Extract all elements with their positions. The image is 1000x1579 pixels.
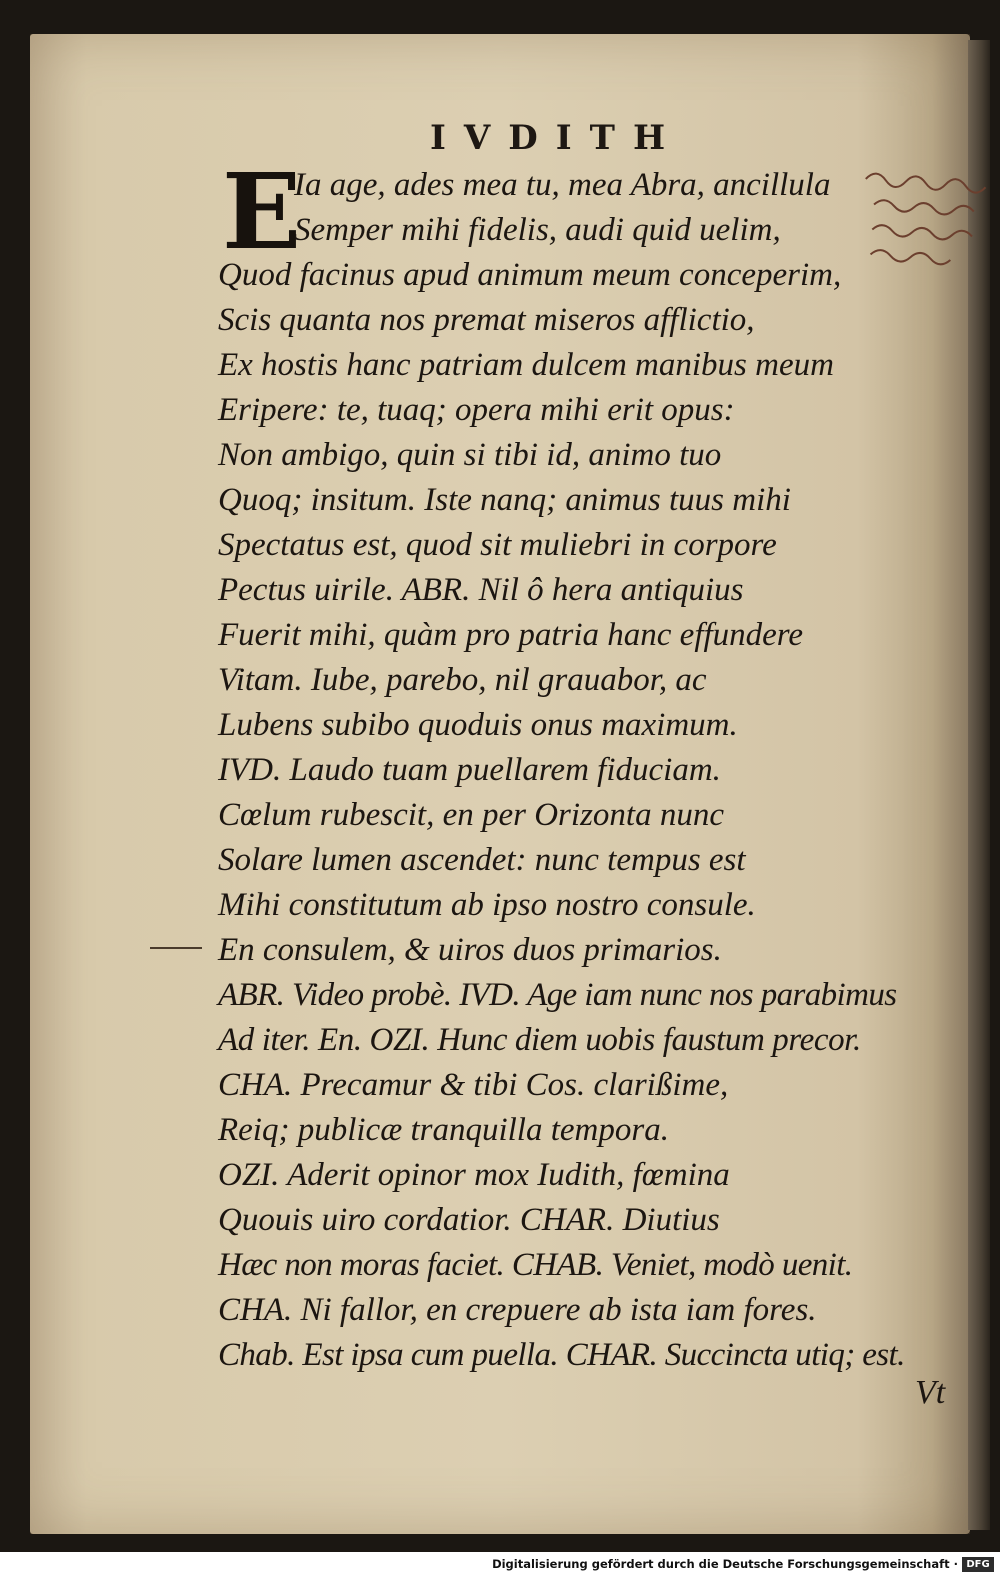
text-line: Ex hostis hanc patriam dulcem manibus meum: [218, 347, 834, 383]
text-line: Vitam. Iube, parebo, nil grauabor, ac: [218, 662, 707, 698]
text-line: Ad iter. En. OZI. Hunc diem uobis faustum precor.: [218, 1022, 861, 1058]
text-line: Pectus uirile. ABR. Nil ô hera antiquius: [218, 572, 744, 608]
text-line: En consulem, & uiros duos primarios.: [218, 932, 722, 968]
margin-line-mark: [150, 947, 202, 949]
funding-credit: Digitalisierung gefördert durch die Deutsche Forschungsgemeinschaft ·: [492, 1557, 958, 1571]
text-line: CHA. Ni fallor, en crepuere ab ista iam fores.: [218, 1292, 817, 1328]
text-line: Reiq; publicæ tranquilla tempora.: [218, 1112, 669, 1148]
text-line: Ia age, ades mea tu, mea Abra, ancillula: [294, 167, 831, 203]
text-line: Cœlum rubescit, en per Orizonta nunc: [218, 797, 724, 833]
text-line: Non ambigo, quin si tibi id, animo tuo: [218, 437, 722, 473]
text-line: Quouis uiro cordatior. CHAR. Diutius: [218, 1202, 720, 1238]
catchword: Vt: [915, 1374, 946, 1411]
text-line: Chab. Est ipsa cum puella. CHAR. Succincta utiq; est.: [218, 1337, 905, 1373]
text-line: Hæc non moras faciet. CHAB. Veniet, modò uenit.: [218, 1247, 853, 1283]
text-line: CHA. Precamur & tibi Cos. clarißime,: [218, 1067, 729, 1103]
text-line: Fuerit mihi, quàm pro patria hanc effundere: [218, 617, 804, 653]
text-line: Mihi constitutum ab ipso nostro consule.: [218, 887, 756, 923]
text-line: OZI. Aderit opinor mox Iudith, fœmina: [218, 1157, 730, 1193]
text-line: Scis quanta nos premat miseros afflictio,: [218, 302, 755, 338]
marginal-annotation: [854, 159, 992, 284]
text-line: Quoq; insitum. Iste nanq; animus tuus mihi: [218, 482, 791, 518]
running-header: IVDITH: [430, 118, 684, 158]
text-line: IVD. Laudo tuam puellarem fiduciam.: [218, 752, 721, 788]
text-line: ABR. Video probè. IVD. Age iam nunc nos parabimus: [218, 977, 897, 1013]
text-line: Quod facinus apud animum meum conceperim,: [218, 257, 842, 293]
dfg-logo-badge: DFG: [962, 1557, 994, 1572]
footer-bar: [0, 1552, 1000, 1579]
text-line: Lubens subibo quoduis onus maximum.: [218, 707, 738, 743]
text-line: Semper mihi fidelis, audi quid uelim,: [294, 212, 781, 248]
text-line: Solare lumen ascendet: nunc tempus est: [218, 842, 746, 878]
drop-cap: E: [222, 150, 302, 273]
text-line: Eripere: te, tuaq; opera mihi erit opus:: [218, 392, 735, 428]
text-line: Spectatus est, quod sit muliebri in corpore: [218, 527, 777, 563]
